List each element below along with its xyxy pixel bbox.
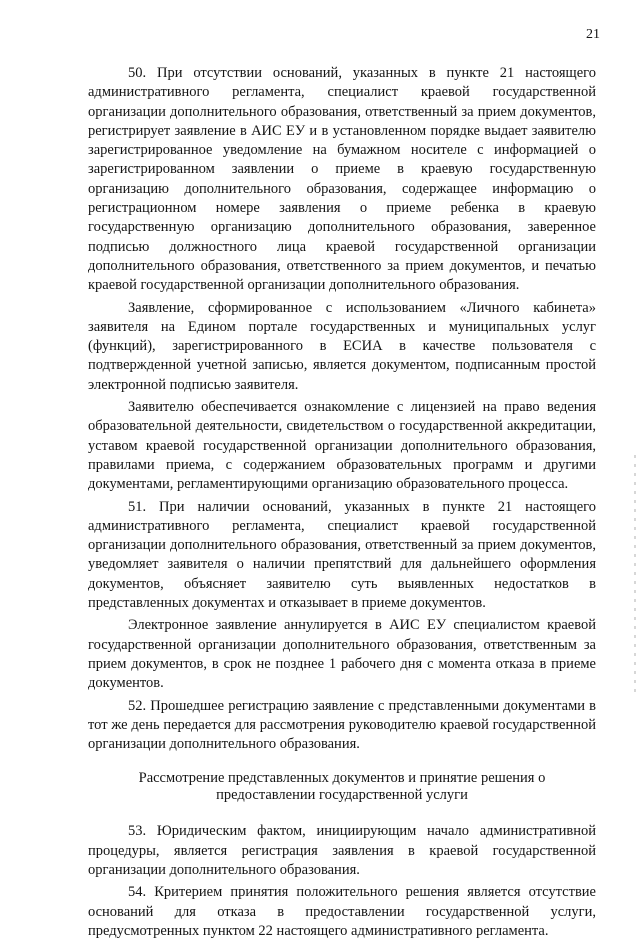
- section-heading: [88, 770, 596, 804]
- document-body: [88, 64, 596, 944]
- section-heading-line-2: предоставлении государственной услуги: [216, 787, 468, 804]
- paragraph-51: 51. При наличии оснований, указанных в пункте 21 настоящего административного регламента, специалист краевой государственной организации дополнительного образования, ответственный за прием документов, уведомляет заявителя о наличии препятствий для дальнейшего оформления документов, объясняет заявителю суть выявленных недостатков в представленных документах и отказывает в приеме документов.: [88, 498, 596, 612]
- paragraph-53: 53. Юридическим фактом, инициирующим начало административной процедуры, является регистрация заявления в краевой государственной организации дополнительного образования.: [88, 823, 596, 878]
- paragraph-license-familiarization: Заявителю обеспечивается ознакомление с лицензией на право ведения образовательной деятельности, свидетельством о государственной аккредитации, уставом краевой государственной организации дополнительного образования, правилами приема, с содержанием образовательных программ и другими документами, регламентирующими организацию образовательного процесса.: [88, 399, 596, 493]
- paragraph-54: 54. Критерием принятия положительного решения является отсутствие оснований для отказа в предоставлении государственной услуги, предусмотренных пунктом 22 настоящего административного регламента.: [88, 884, 596, 939]
- paragraph-annulment: Электронное заявление аннулируется в АИС ЕУ специалистом краевой государственной организации дополнительного образования, ответственным за прием документов, в срок не позднее 1 рабочего дня с момента отказа в приеме документов.: [88, 617, 596, 692]
- section-heading-line-1: Рассмотрение представленных документов и принятие решения о: [138, 770, 546, 787]
- page-number: 21: [586, 27, 600, 42]
- paragraph-electronic-application: Заявление, сформированное с использованием «Личного кабинета» заявителя на Едином портале государственных и муниципальных услуг (функций), зарегистрированного в ЕСИА в качестве пользователя с подтвержденной учетной записью, является документом, подписанным простой электронной подписью заявителя.: [88, 299, 596, 393]
- paragraph-52: 52. Прошедшее регистрацию заявление с представленными документами в тот же день передается для рассмотрения руководителю краевой государственной организации дополнительного образования.: [88, 697, 596, 753]
- scan-edge-marks: [634, 455, 636, 695]
- paragraph-50: 50. При отсутствии оснований, указанных в пункте 21 настоящего административного регламента, специалист краевой государственной организации дополнительного образования, ответственный за прием документов, регистрирует заявление в АИС ЕУ и в установленном порядке выдает заявителю зарегистрированное уведомление на бумажном носителе с информацией о зарегистрированном заявлении о приеме в краевую государственную организацию дополнительного образования, содержащее информацию о регистрационном номере заявления о приеме ребенка в краевую государственную организацию дополнительного образования, заверенное подписью должностного лица краевой государственной организации дополнительного образования, ответственного за прием документов, и печатью краевой государственной организации дополнительного образования.: [88, 65, 596, 294]
